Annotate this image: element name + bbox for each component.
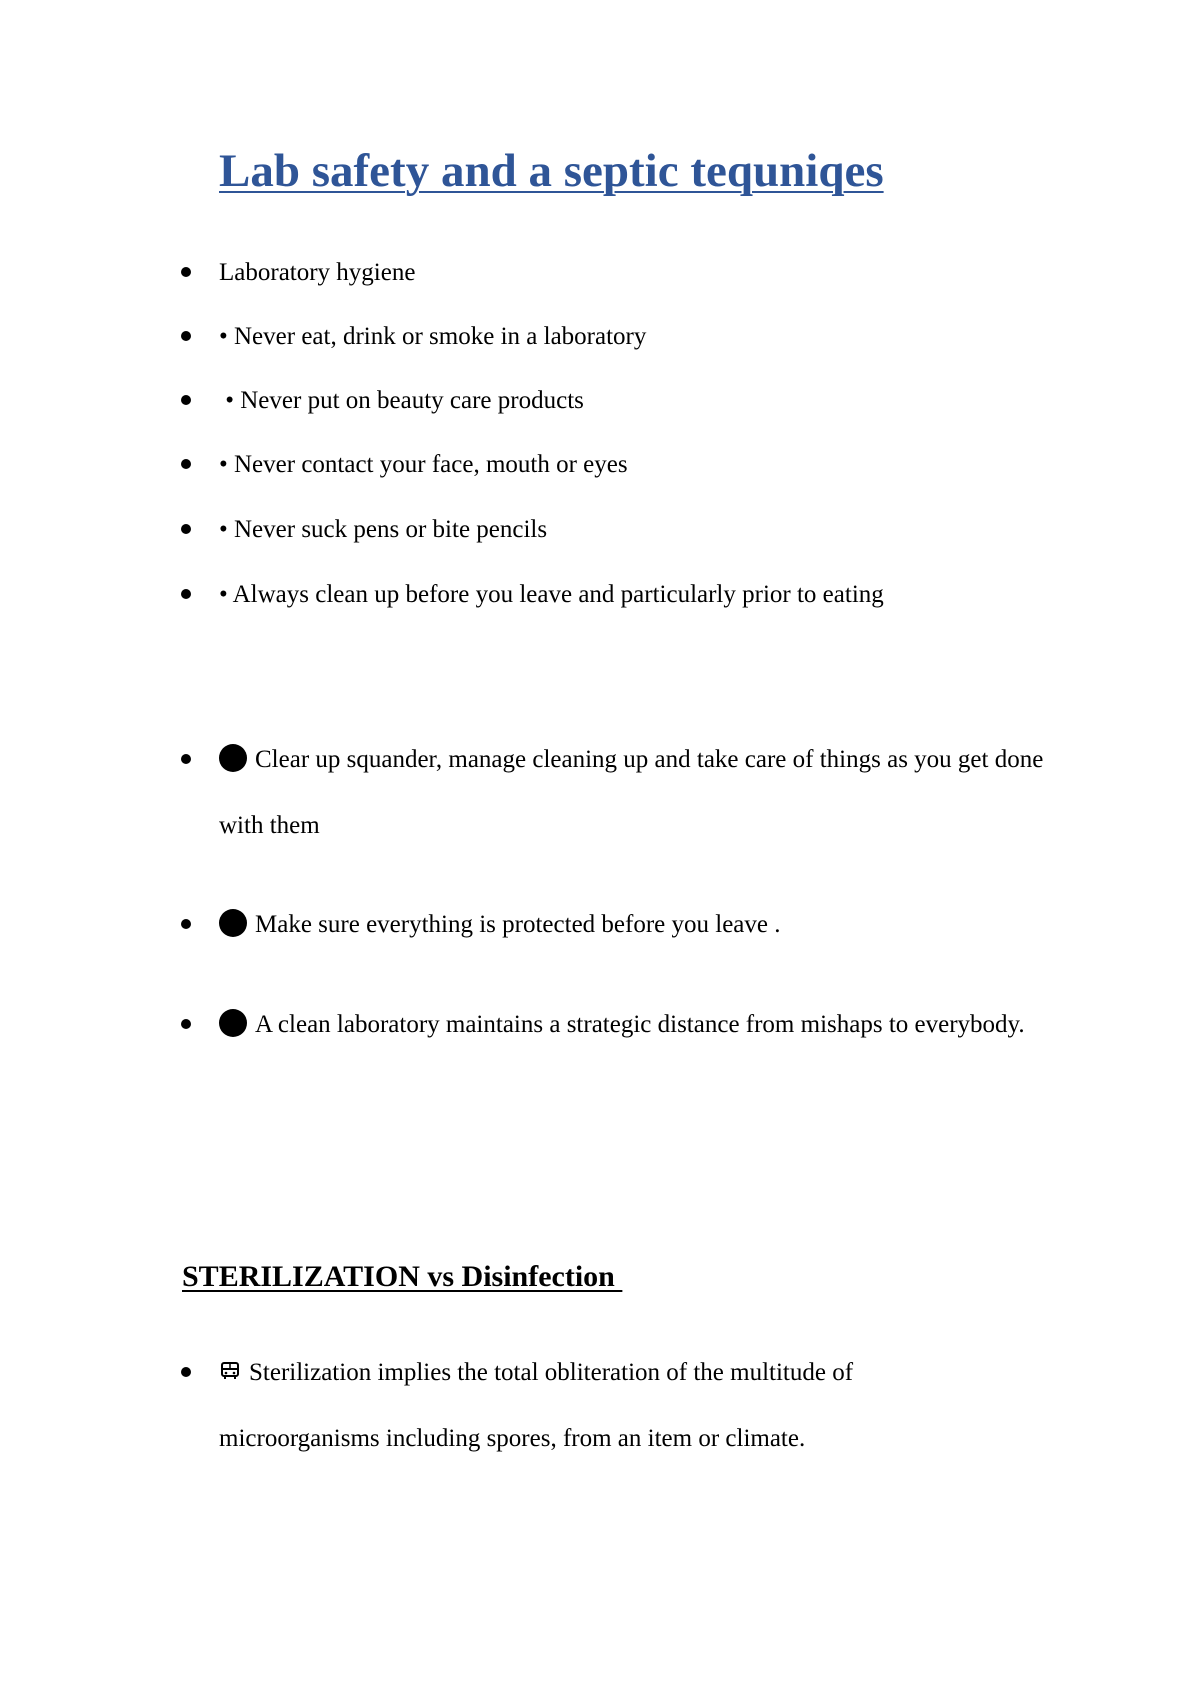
list-item-text: Clear up squander, manage cleaning up and take care of things as you get done with them [219,746,1050,839]
bullet-marker [181,524,191,534]
list-item-text: • Never suck pens or bite pencils [219,516,548,543]
bullet-marker [181,754,191,764]
list-item-text: Sterilization implies the total obliteration of the multitude of microorganisms including spores, from an item or climate. [219,1359,860,1452]
list-item-text: • Never contact your face, mouth or eyes [219,451,628,478]
list-item-text: Laboratory hygiene [219,259,416,286]
bullet-marker [181,589,191,599]
list-item-text: Make sure everything is protected before you leave . [255,911,781,938]
filled-circle-icon [219,1009,247,1037]
document-title: Lab safety and a septic tequniqes [219,145,884,197]
list-item-text: A clean laboratory maintains a strategic distance from mishaps to everybody. [255,1011,1025,1038]
bullet-marker [181,331,191,341]
bullet-marker [181,1367,191,1377]
list-item-text: • Never eat, drink or smoke in a laboratory [219,323,647,350]
list-item-text: • Never put on beauty care products [219,387,584,414]
filled-circle-icon [219,909,247,937]
bullet-marker [181,267,191,277]
bullet-marker [181,395,191,405]
list-item-text: • Always clean up before you leave and particularly prior to eating [219,581,884,608]
bullet-marker [181,919,191,929]
bus-icon [219,1360,241,1382]
section-heading: STERILIZATION vs Disinfection [182,1260,623,1293]
bullet-marker [181,459,191,469]
filled-circle-icon [219,744,247,772]
bullet-marker [181,1019,191,1029]
